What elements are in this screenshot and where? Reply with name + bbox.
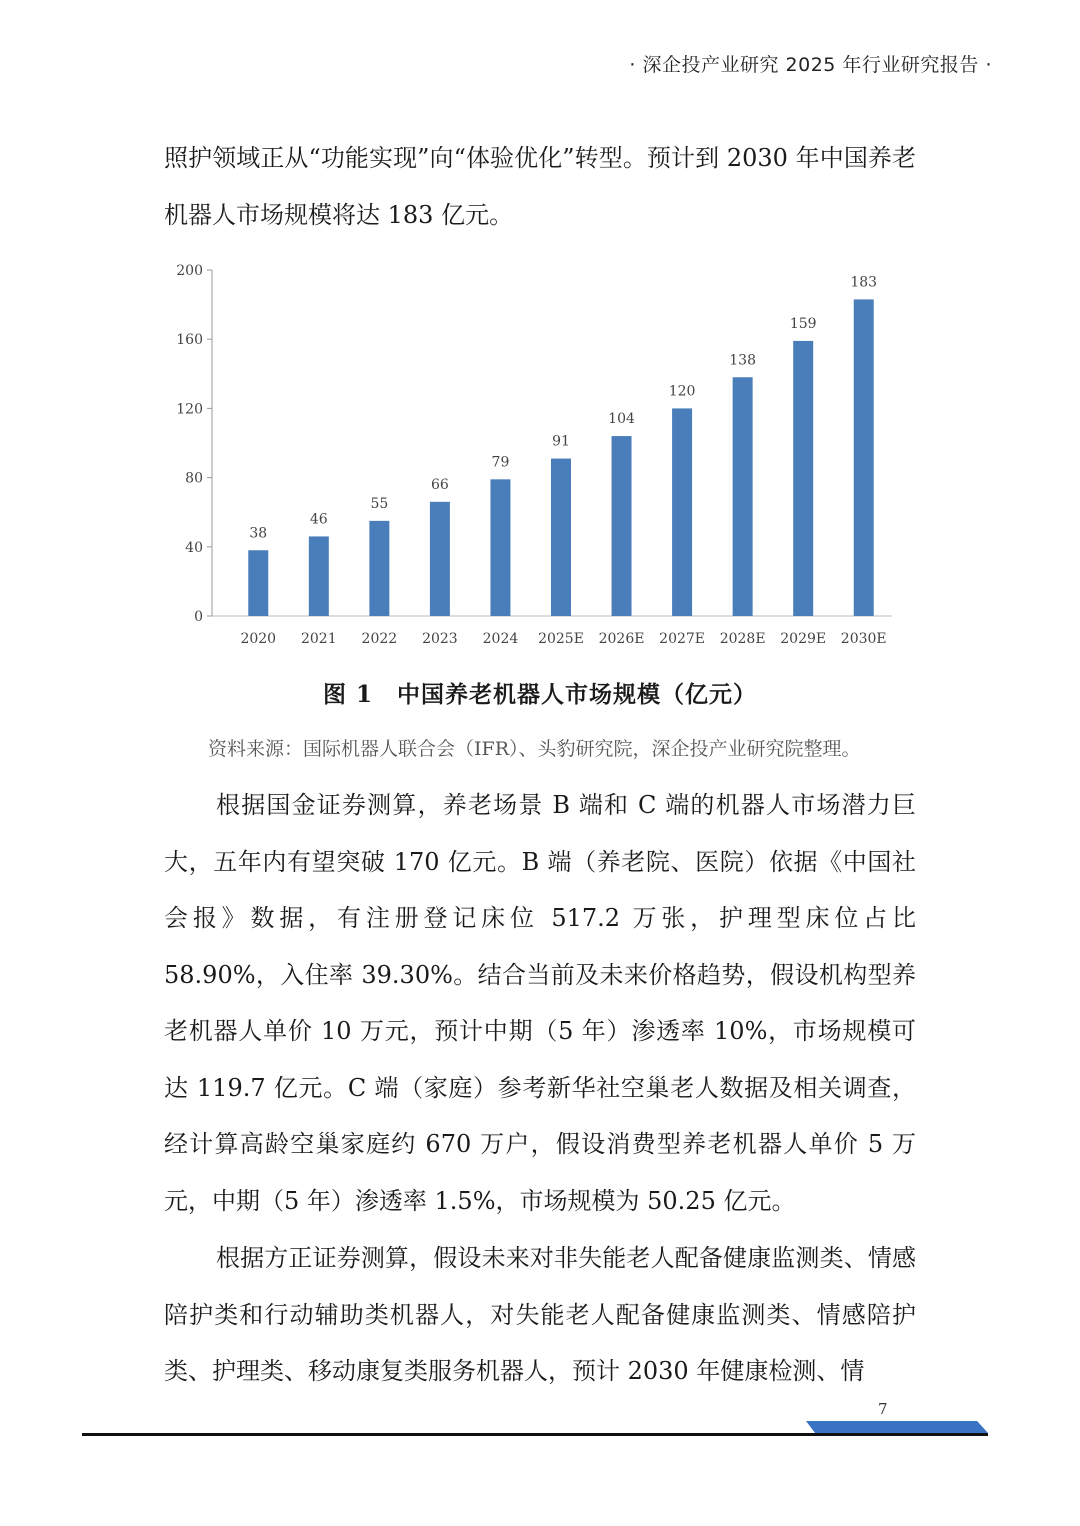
bar-2029E [793,341,813,616]
x-tick-label: 2029E [780,631,827,647]
footer-accent-tab [806,1421,988,1433]
footer-rule [82,1433,988,1436]
market-size-bar-chart [160,258,900,658]
bar-value-label: 159 [789,315,817,332]
bar-2026E [612,436,632,616]
bar-value-label: 46 [309,511,328,528]
bar-value-label: 120 [668,383,696,400]
paragraph-fangzheng-estimate: 根据方正证券测算，假设未来对非失能老人配备健康监测类、情感陪护类和行动辅助类机器人，对失能老人配备健康监测类、情感陪护类、护理类、移动康复类服务机器人，预计 2030 年健康检测、情 [164,1244,916,1385]
page-header: · 深企投产业研究 2025 年行业研究报告 · [629,54,992,76]
bar-2024 [490,479,510,616]
bar-2021 [309,536,329,616]
bar-2027E [672,408,692,616]
bar-2020 [248,550,268,616]
y-tick-label: 120 [176,401,203,418]
bar-value-label: 104 [608,411,635,428]
x-tick-label: 2023 [422,631,458,647]
bar-2030E [854,299,874,616]
paragraph-guojin-estimate: 根据国金证券测算，养老场景 B 端和 C 端的机器人市场潜力巨大，五年内有望突破 170 亿元。B 端（养老院、医院）依据《中国社会报》数据，有注册登记床位 517.2 万张，护理型床位占比 58.90%，入住率 39.30%。结合当前及未来价格趋势，假设机构型养老机器人单价 10 万元，预计中期（5 年）渗透率 10%，市场规模可达 119.7 亿元。C 端（家庭）参考新华社空巢老人数据及相关调查，经计算高龄空巢家庭约 670 万户，假设消费型养老机器人单价 5 万元，中期（5 年）渗透率 1.5%，市场规模为 50.25 亿元。 [164,791,916,1215]
x-tick-label: 2026E [598,631,645,647]
figure-source: 资料来源：国际机器人联合会（IFR）、头豹研究院，深企投产业研究院整理。 [208,738,861,760]
paragraph-intro: 照护领域正从“功能实现”向“体验优化”转型。预计到 2030 年中国养老机器人市场规模将达 183 亿元。 [164,144,916,229]
bar-2023 [430,502,450,616]
x-tick-label: 2028E [719,631,766,647]
figure-caption: 图 1 中国养老机器人市场规模（亿元） [322,681,757,708]
bar-value-label: 91 [552,433,570,450]
x-tick-label: 2030E [840,631,887,647]
x-tick-label: 2024 [482,631,519,647]
y-tick-label: 80 [185,470,203,487]
y-tick-label: 40 [185,539,203,556]
bar-value-label: 79 [491,454,510,471]
bar-value-label: 55 [370,495,389,512]
bar-value-label: 183 [850,274,878,291]
chart-canvas [160,258,900,658]
x-tick-label: 2025E [538,631,584,647]
bar-value-label: 38 [249,525,268,542]
bar-2022 [369,521,389,616]
page-number: 7 [878,1400,888,1418]
y-tick-label: 0 [194,609,203,625]
y-tick-label: 160 [176,332,203,349]
bar-2028E [733,377,753,616]
bar-2025E [551,459,571,616]
x-tick-label: 2027E [659,631,706,647]
bar-value-label: 138 [729,352,757,369]
y-tick-label: 200 [176,263,203,279]
bar-value-label: 66 [430,476,449,493]
x-tick-label: 2020 [240,631,277,647]
x-tick-label: 2022 [361,631,398,647]
x-tick-label: 2021 [300,631,337,647]
